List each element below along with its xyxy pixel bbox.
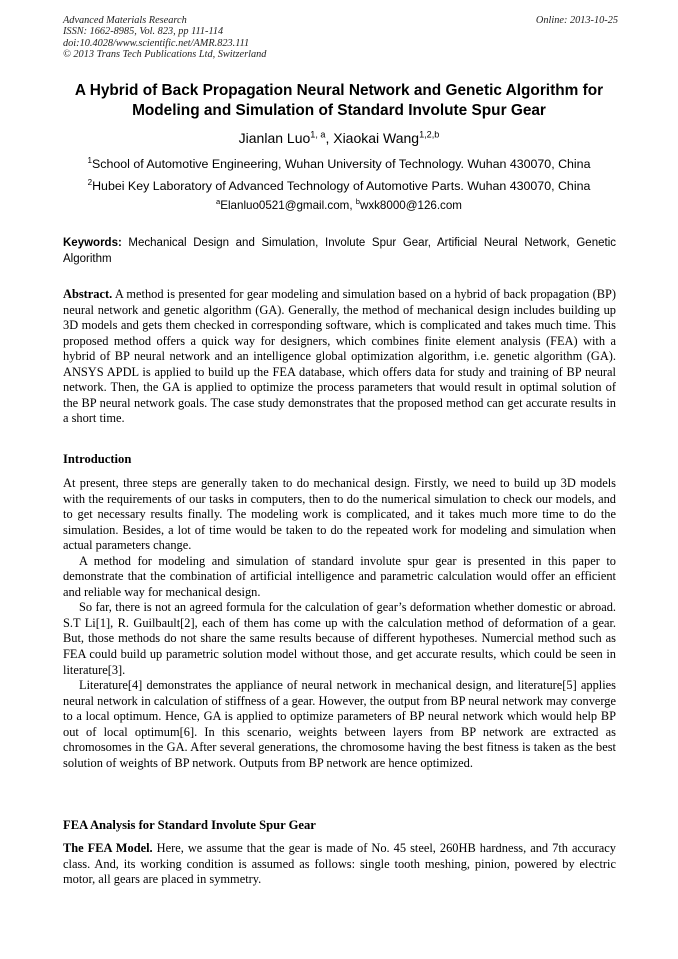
issn-line: ISSN: 1662-8985, Vol. 823, pp 111-114: [63, 26, 224, 38]
introduction-body: [63, 476, 616, 771]
section-heading: Introduction: [63, 452, 132, 466]
subsection-text: Here, we assume that the gear is made of No. 45 steel, 260HB hardness, and 7th accuracy class. And, its working condition is assumed as follows: single tooth meshing, pinion, powered by electric motor, all gears are placed in symmetry.: [63, 841, 616, 887]
journal-name: Advanced Materials Research: [63, 15, 187, 26]
keywords-block: [63, 236, 616, 267]
paragraph: So far, there is not an agreed formula for the calculation of gear’s deformation whether domestic or abroad. S.T Li[1], R. Guilbault[2], each of them has come up with the calculation method of deformation of a gear. But, those methods do not share the same results because of different hypotheses. Numercial method such as FEA could build up parametric solution model without those, and get accurate results, which could be seen in literature[3].: [63, 600, 616, 677]
author-name: Xiaokai Wang: [333, 130, 420, 146]
journal-header: [63, 15, 618, 61]
keywords-label: Keywords:: [63, 237, 122, 249]
doi-line: doi:10.4028/www.scientific.net/AMR.823.111: [63, 37, 250, 49]
author-separator: ,: [325, 130, 334, 146]
journal-info: [63, 15, 618, 61]
abstract-block: [63, 287, 616, 427]
affiliation: [0, 157, 678, 171]
email-superscript: a: [216, 197, 221, 207]
affiliation-text: Hubei Key Laboratory of Advanced Technology of Automotive Parts. Wuhan 430070, China: [92, 179, 591, 193]
affiliation-superscript: 2: [87, 177, 93, 187]
author-line: [0, 130, 678, 146]
subsection-label: The FEA Model.: [63, 841, 153, 855]
paragraph: Literature[4] demonstrates the appliance of neural network in mechanical design, and literature[5] applies neural network in calculation of stiffness of a gear. However, the output from BP neural network may converge to a local optimum. Hence, GA is applied to optimize parameters of BP neural network which would help BP out of local optimum[6]. In this scenario, weights between layers from BP network are extracted as chromosomes in the GA. After several generations, the chromosome having the best fitness is taken as the best solution of weights of BP network. Outputs from BP network are hence optimized.: [63, 678, 616, 770]
paragraph: At present, three steps are generally taken to do mechanical design. Firstly, we need to build up 3D models with the requirements of our tasks in computers, then to do the numerical simulation to check our models, and to get necessary results finally. The modeling work is complicated, and it takes much more time to do the simulation. Besides, a lot of time would be taken to do the repeated work for modeling and simulation when actual parameters change.: [63, 476, 616, 553]
fea-model-paragraph: [63, 841, 616, 888]
online-date: Online: 2013-10-25: [535, 15, 618, 26]
abstract-text: A method is presented for gear modeling and simulation based on a hybrid of back propagation (BP) neural network and genetic algorithm (GA). Generally, the method of mechanical design includes building up 3D models and gets them checked in corresponding software, which is complicated and takes much time. This proposed method offers a quick way for designers, which combines finite element analysis (FEA) with a hybrid of BP neural network and an intelligence global optimization algorithm, i.e. genetic algorithm (GA). ANSYS APDL is applied to build up the FEA database, which offers data for study and training of BP neural network. Then, the GA is applied to optimize the process parameters that would result in optimal solution of the BP neural network goals. The case study demonstrates that the proposed method can get accurate results in a short time.: [63, 287, 616, 426]
email-superscript: b: [355, 197, 360, 207]
affiliation-superscript: 1: [87, 155, 92, 165]
affiliation: [0, 179, 678, 193]
paper-title: A Hybrid of Back Propagation Neural Network and Genetic Algorithm for Modeling and Simulation of Standard Involute Spur Gear: [74, 82, 604, 119]
affiliation-text: School of Automotive Engineering, Wuhan University of Technology. Wuhan 430070, China: [92, 157, 591, 171]
copyright-line: © 2013 Trans Tech Publications Ltd, Switzerland: [63, 49, 267, 61]
author-name: Jianlan Luo: [238, 130, 311, 146]
author-superscript: 1, a: [310, 129, 326, 140]
author-superscript: 1,2,b: [419, 129, 440, 140]
keywords-text: Mechanical Design and Simulation, Involute Spur Gear, Artificial Neural Network, Genetic Algorithm: [63, 237, 616, 265]
email-address: wxk8000@126.com: [359, 199, 462, 212]
email-line: [0, 199, 678, 212]
section-heading: FEA Analysis for Standard Involute Spur Gear: [63, 818, 316, 832]
abstract-label: Abstract.: [63, 287, 113, 301]
email-separator: ,: [349, 199, 356, 212]
email-address: Elanluo0521@gmail.com: [220, 199, 350, 212]
paragraph: A method for modeling and simulation of standard involute spur gear is presented in this paper to demonstrate that the combination of artificial intelligence and parametric calculation would offer an efficient and reliable way for mechanical design.: [63, 553, 616, 599]
